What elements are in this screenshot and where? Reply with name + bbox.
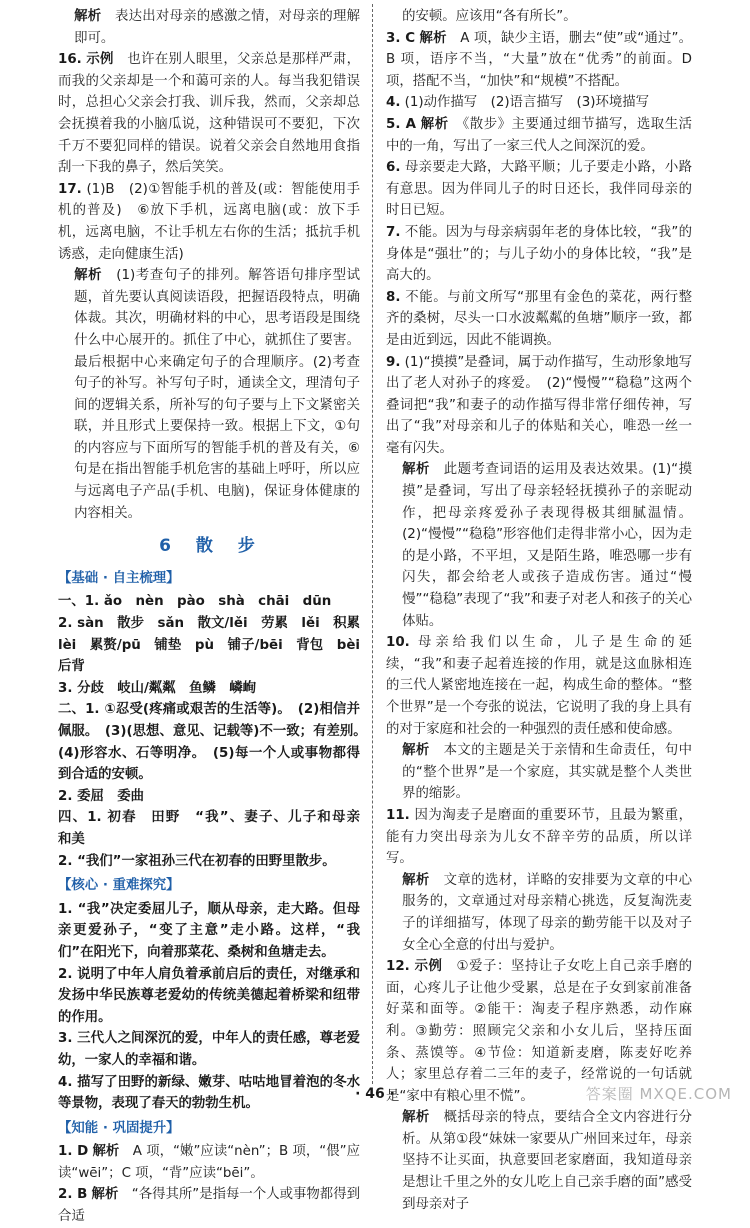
page-number: · 46 · [355,1086,395,1102]
answer-number: 7. [386,224,401,240]
answer-tag: 示例 [414,959,443,975]
section-core-heading: 【核心 · 重难探究】 [58,878,180,894]
answer-text: 不能。与前文所写“那里有金色的菜花，两行整齐的桑树，尽头一口水波粼粼的鱼塘”顺序一致，都是由近到远，因此不能调换。 [386,289,692,348]
answer-text: 母亲给我们以生命，儿子是生命的延续，“我”和妻子起着连接的作用，就是这血脉相连的三代人紧密地连接在一起，构成生命的整体。“整个世界”是一个夸张的说法，它说明了我的身上具有的对于家庭和社会的一种强烈的责任感和使命感。 [386,635,692,737]
answer-entry [58,49,360,179]
answer-entry [58,179,360,265]
answer-entry [386,222,692,287]
answer-entry [386,92,692,114]
answer-text: 因为淘麦子是磨面的重要环节，且最为繁重，能有力突出母亲为儿女不辞辛劳的品质，所以详写。 [386,807,693,867]
answer-number: 12. [386,959,410,975]
answer-text: (1)“摸摸”是叠词，属于动作描写，生动形象地写出了老人对孙子的疼爱。 (2)“慢慢”“稳稳”这两个叠词把“我”和妻子的动作描写得非常仔细传神，写出了“我”对母亲和儿子的体贴和关心，唯恐一丝一毫有闪失。 [386,354,692,456]
answer-text: 的安顿。应该用“各有所长”。 [402,9,577,24]
answer-number: 9. [386,354,401,370]
answer-entry [58,1184,360,1227]
section-basic-heading: 【基础 · 自主梳理】 [58,570,180,586]
answer-tag: 解析 [91,1187,119,1203]
answer-entry [386,28,692,93]
answer-tag: 解析 [74,9,102,24]
answer-line: 3. 三代人之间深沉的爱，中年人的责任感，尊老爱幼，一家人的幸福和谐。 [58,1031,360,1068]
right-column [386,6,692,1215]
answer-line: 2. 说明了中年人肩负着承前启后的责任，对继承和发扬中华民族尊老爱幼的传统美德起着桥梁和纽带的作用。 [58,966,360,1025]
answer-entry [386,352,692,460]
answer-text: “各得其所”是指每一个人或事物都得到合适 [58,1187,360,1225]
answer-text: (1)B (2)①智能手机的普及(或：智能使用手机的普及) ⑥放下手机，远离电脑(或：放下手机，远离电脑，不让手机左右你的生活；抵抗手机诱惑，走向健康生活) [58,181,360,262]
answer-entry [386,870,692,956]
answer-number: 2. B [58,1187,88,1203]
answer-entry [386,114,692,157]
skill-answer-list [58,1141,360,1227]
column-divider [372,4,373,1084]
answer-text: 母亲要走大路，大路平顺；儿子要走小路，小路有意思。因为伴同儿子的时日还长，我伴同母亲的时日已短。 [386,160,693,219]
right-answer-list [386,6,692,1215]
answer-entry [386,740,692,805]
answer-text: (1)考查句子的排列。解答语句排序型试题，首先要认真阅读语段，把握语段特点，明确体裁。其次，明确材料的中心，思考语段是围绕什么中心展开的。抓住了中心，就抓住了要害。最后根据中心来确定句子的合理顺序。(2)考查句子的补写。补写句子时，通读全文，理清句子间的逻辑关系，所补写的句子要与上下文紧密关联，并且形式上要保持一致。根据上下文，①句的内容应与下面所写的智能手机的普及有关，⑥句是在指出智能手机危害的基础上呼吁，所以应与远离电子产品(手机、电脑)，保证身体健康的内容相关。 [74,268,361,521]
answer-tag: 解析 [419,30,447,46]
answer-entry [58,265,360,524]
answer-text: A 项，缺少主语，删去“使”或“通过”。B 项，语序不当，“大量”放在“优秀”的前面。D 项，搭配不当，“加快”和“规模”不搭配。 [386,30,693,89]
answer-number: 5. A [386,116,416,132]
answer-line: 4. 描写了田野的新绿、嫩芽、咕咕地冒着泡的冬水等景物，表现了春天的勃勃生机。 [58,1074,360,1112]
answer-entry [58,6,360,49]
answer-line: 1. “我”决定委屈儿子，顺从母亲，走大路。但母亲更爱孙子，“变了主意”走小路。这样，“我们”在阳光下，向着那菜花、桑树和鱼塘走去。 [58,901,360,960]
answer-line: 2. 委屈 委曲 [58,788,145,804]
answer-tag: 示例 [86,52,114,68]
answer-number: 11. [386,807,410,823]
answer-text: 文章的选材，详略的安排要为文章的中心服务的，文章通过对母亲精心挑选，反复淘洗麦子的详细描写，体现了母亲的勤劳能干以及对子女全心全意的付出与爱护。 [402,872,693,953]
watermark-logo: 答案圈 MXQE.COM [585,1085,732,1103]
left-answer-list [58,6,360,524]
left-column [58,6,374,1228]
answer-text: ①爱子：坚持让子女吃上自己亲手磨的面，心疼儿子让他少受累，总是在子女到家前准备好菜和面等。②能干：淘麦子程序熟悉，动作麻利。③勤劳：照顾完父亲和小女儿后，坚持压面条、蒸馍等。④节俭：知道新麦磨，陈麦好吃养人；家里总存着二三年的麦子，经常说的一句话就是“家中有粮心里不慌”。 [386,959,692,1104]
answer-number: 17. [58,181,82,197]
answer-line: 一、1. ǎo nèn pào shà chāi dūn [58,594,332,610]
answer-text: 本文的主题是关于亲情和生命责任，句中的“整个世界”是一个家庭，其实就是整个人类世界的缩影。 [402,743,693,802]
answer-line: 3. 分歧 岐山/粼粼 鱼鳞 嶙峋 [58,680,257,696]
answer-entry [386,459,692,632]
section-title: 6 散 步 [159,536,259,557]
answer-text: 《散步》主要通过细节描写，选取生活中的一角，写出了一家三代人之间深沉的爱。 [386,116,693,154]
answer-text: (1)动作描写 (2)语言描写 (3)环境描写 [404,95,650,111]
answer-number: 3. C [386,30,416,46]
answer-text: 概括母亲的特点，要结合全文内容进行分析。从第①段“妹妹一家要从广州回来过年，母亲坚持不让买面，执意要回老家磨面，我知道母亲是想让千里之外的女儿吃上自己亲手磨的面”感受到母亲对子 [402,1110,693,1212]
answer-entry [386,805,692,870]
answer-line: 2. sàn 散步 sǎn 散文/lěi 劳累 lěi 积累 lèi 累赘/pū 铺垫 pù 铺子/bēi 背包 bèi 后背 [58,616,374,675]
answer-text: 不能。因为与母亲病弱年老的身体比较，“我”的身体是“强壮”的；与儿子幼小的身体比较，“我”是高大的。 [386,224,692,284]
answer-entry [58,1141,360,1184]
answer-tag: 解析 [402,462,430,478]
answer-tag: 解析 [92,1144,120,1160]
answer-tag: 解析 [402,743,430,759]
core-answer-list [58,899,360,1115]
answer-tag: 解析 [420,116,449,132]
answer-number: 16. [58,52,82,68]
answer-tag: 解析 [74,268,103,284]
answer-text: 此题考查词语的运用及表达效果。(1)“摸摸”是叠词，写出了母亲轻轻抚摸孙子的亲昵动作，把母亲疼爱孙子表现得极其细腻温情。(2)“慢慢”“稳稳”形容他们走得非常小心，因为走的是小路，不平坦，又是陌生路，唯恐哪一步有闪失，都会给老人或孩子造成伤害。通过“慢慢”“稳稳”表现了“我”和妻子对老人和孩子的关心体贴。 [402,462,693,629]
answer-line: 四、1. 初春 田野 “我”、妻子、儿子和母亲 和美 [58,810,374,847]
answer-number: 10. [386,635,410,651]
answer-number: 4. [386,95,401,111]
answer-entry [386,287,692,352]
answer-text: 也许在别人眼里，父亲总是那样严肃，而我的父亲却是一个和蔼可亲的人。每当我犯错误时，总担心父亲会打我、训斥我，然而，父亲却总会抚摸着我的小脑瓜说，这种错误可不要犯，下次千万不要犯同样的错误。说着父亲会自然地用食指刮一下我的鼻子，然后笑笑。 [58,52,361,176]
basic-answer-list [58,591,374,872]
answer-text: 表达出对母亲的感激之情，对母亲的理解即可。 [74,9,361,46]
answer-entry [386,1107,692,1215]
answer-tag: 解析 [402,1110,430,1126]
answer-text: A 项，“嫩”应读“nèn”；B 项，“偎”应读“wēi”；C 项，“背”应读“bēi”。 [58,1144,361,1181]
section-skill-heading: 【知能 · 巩固提升】 [58,1120,180,1136]
answer-number: 6. [386,160,401,176]
answer-number: 8. [386,289,401,305]
answer-line: 二、1. ①忍受(疼痛或艰苦的生活等)。 (2)相信并佩服。 (3)(思想、意见、记载等)不一致；有差别。 (4)形容水、石等明净。 (5)每一个人或事物都得到合适的安顿。 [58,702,374,783]
answer-entry [386,6,692,28]
answer-tag: 解析 [402,872,430,888]
answer-entry [386,157,692,222]
answer-entry [386,632,692,740]
answer-line: 2. “我们”一家祖孙三代在初春的田野里散步。 [58,853,336,869]
answer-number: 1. D [58,1144,89,1160]
